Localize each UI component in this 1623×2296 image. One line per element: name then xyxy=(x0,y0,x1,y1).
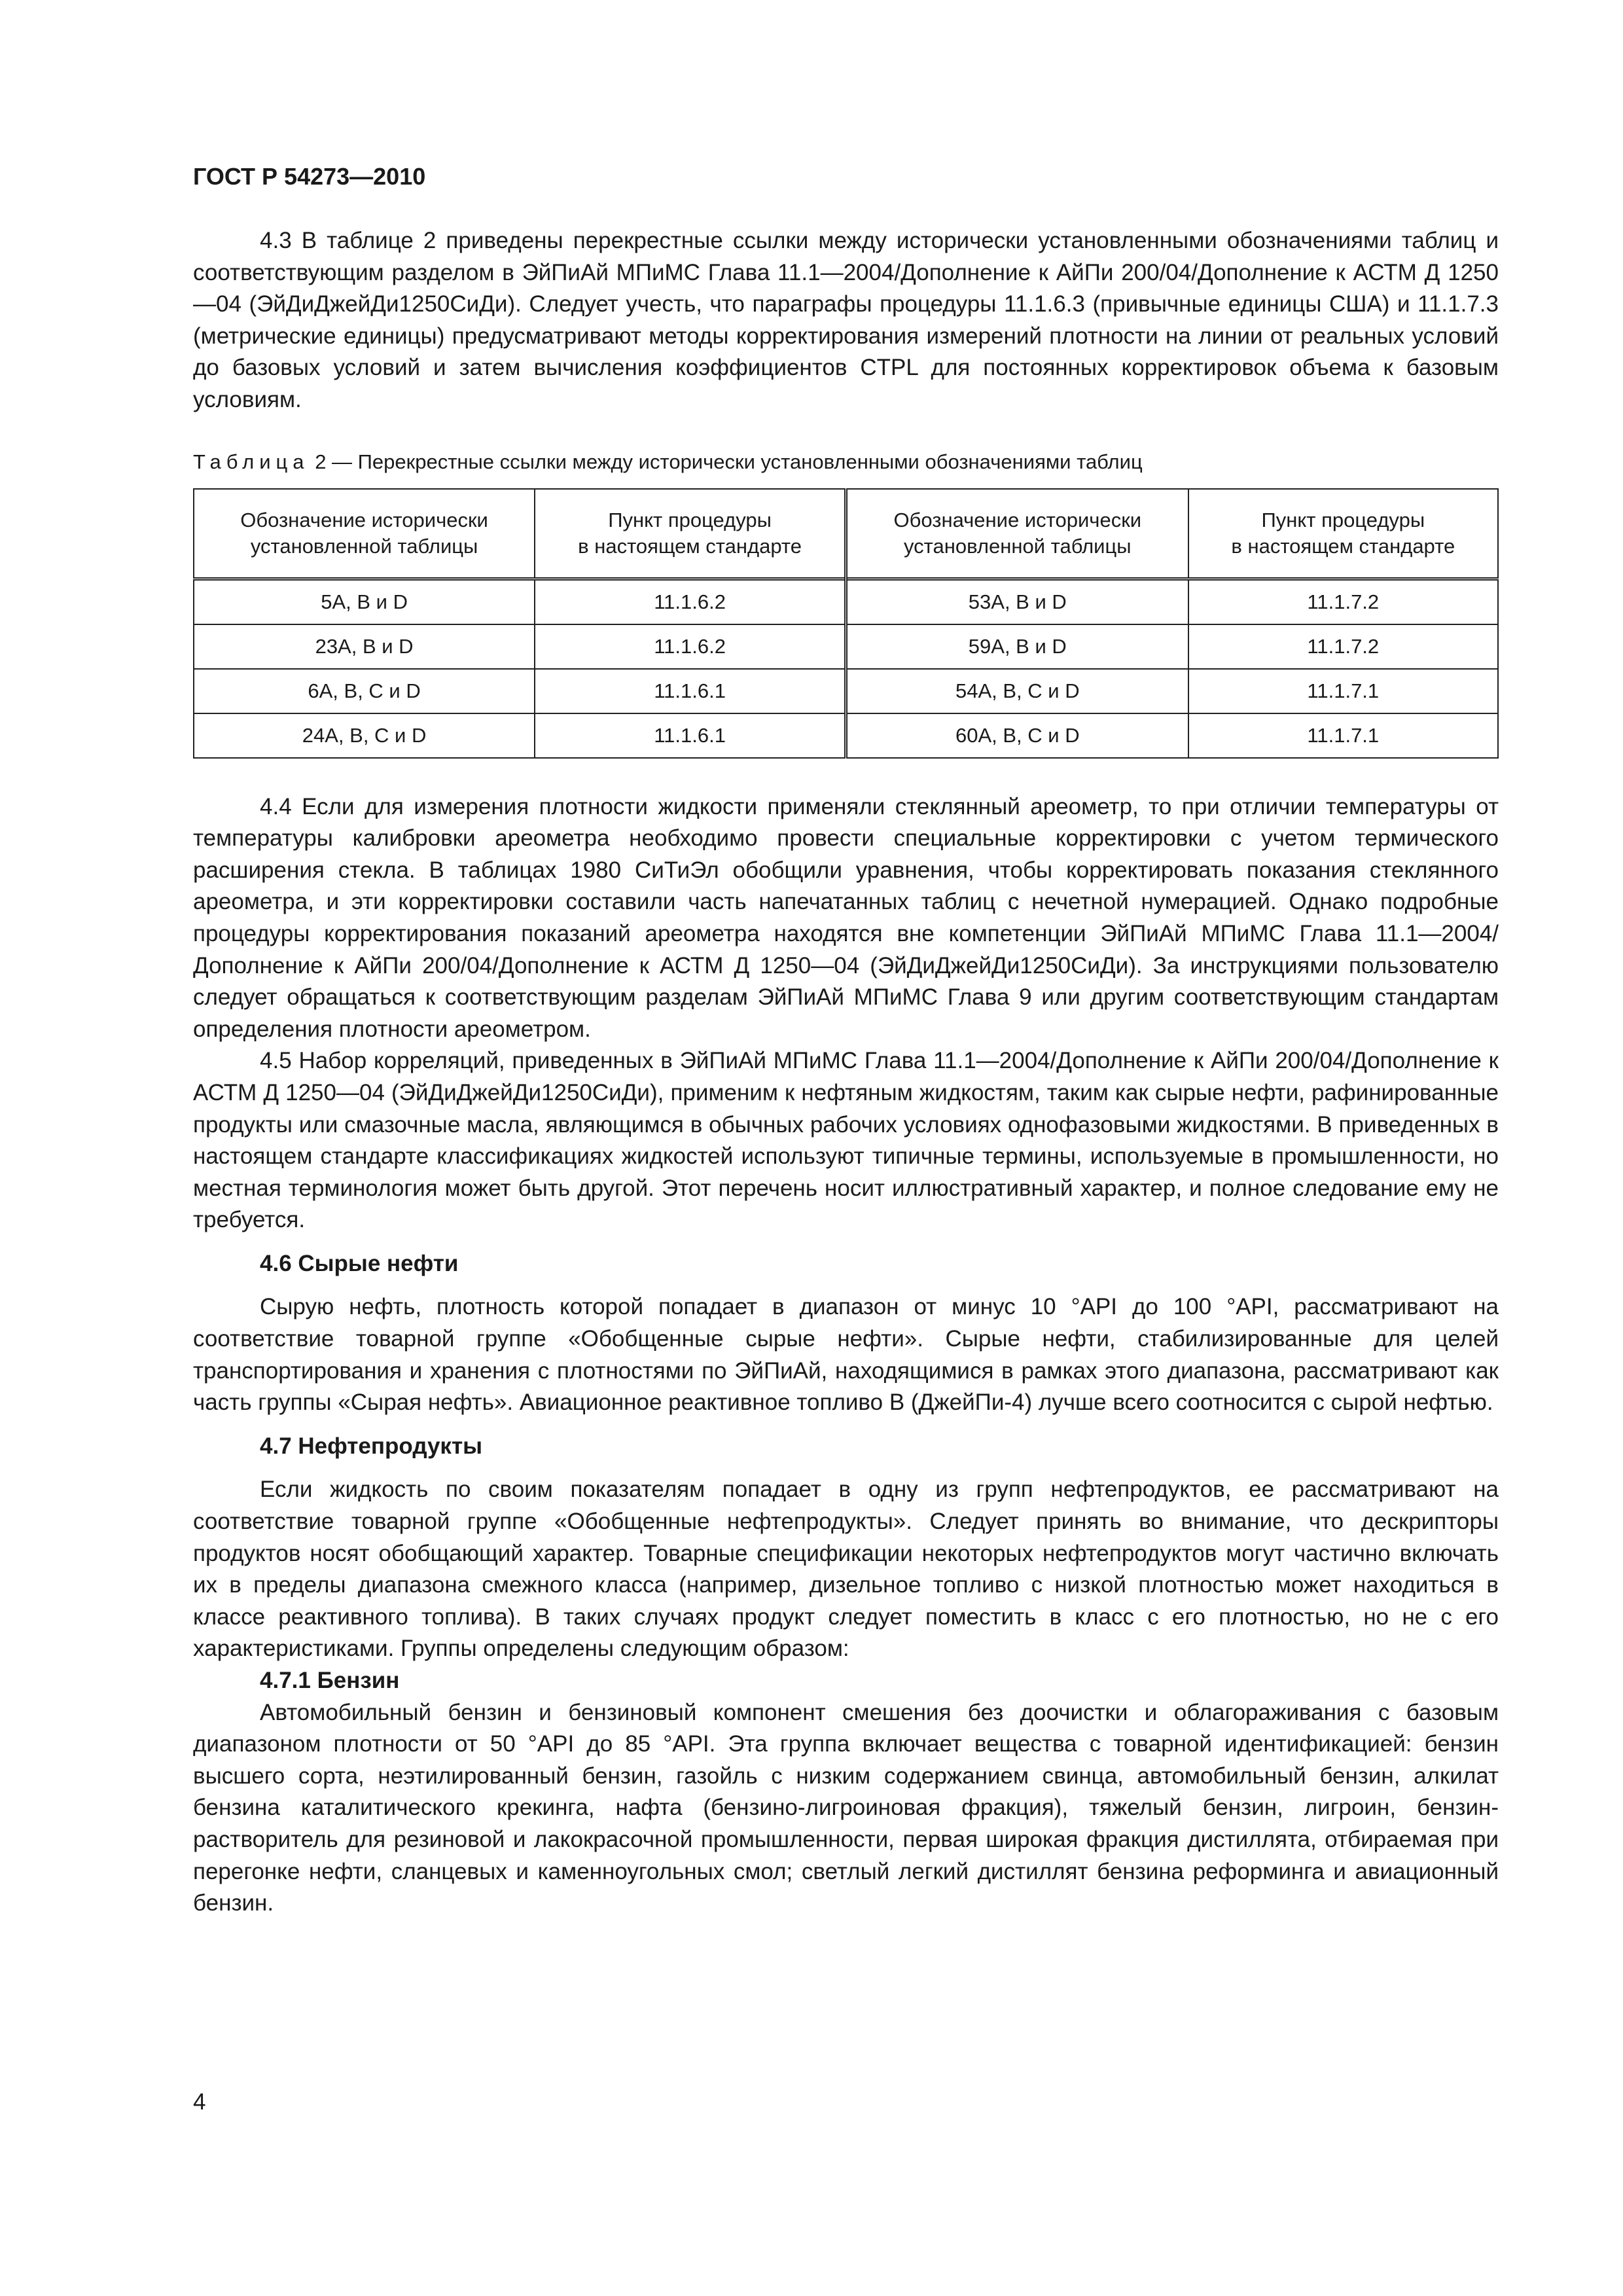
page-number: 4 xyxy=(193,2089,206,2115)
paragraph-4-7-1: Автомобильный бензин и бензиновый компонент смешения без доочистки и облагораживания с базовым диапазоном плотности от 50 °API до 85 °API. Эта группа включает вещества с товарной идентификацией: бензин высшего сорта, неэтилированный бензин, газойль с низким содержанием свинца, автомобильный бензин, алкилат бензина каталитического крекинга, нафта (бензино-лигроиновая фракция), тяжелый бензин, лигроин, бензин-растворитель для резиновой и лакокрасочной промышленности, первая широкая фракция дистиллята, отбираемая при перегонке нефти, сланцевых и каменноугольных смол; светлый легкий дистиллят бензина реформинга и авиационный бензин. xyxy=(193,1699,1499,1916)
paragraph-4-7: Если жидкость по своим показателям попадает в одну из групп нефтепродуктов, ее рассматривают на соответствие товарной группе «Обобщенные нефтепродукты». Следует принять во внимание, что дескрипторы продуктов носят обобщающий характер. Товарные спецификации некоторых нефтепродуктов могут частично включать их в пределы диапазона смежного класса (например, дизельное топливо с низкой плотностью может находиться в классе реактивного топлива). В таких случаях продукт следует поместить в класс с его плотностью, но не с его характеристиками. Группы определены следующим образом: xyxy=(193,1477,1499,1662)
table-header-cell: Пункт процедуры в настоящем стандарте xyxy=(1188,489,1498,579)
section-heading-4-7-1: 4.7.1 Бензин xyxy=(260,1668,400,1693)
table-cell: 5А, В и D xyxy=(194,579,535,624)
table-header-row xyxy=(194,489,1498,579)
table-header-cell: Обозначение исторически установленной таблицы xyxy=(846,489,1188,579)
section-heading-4-6: 4.6 Сырые нефти xyxy=(260,1250,459,1276)
table-row xyxy=(194,713,1498,758)
table-row xyxy=(194,669,1498,713)
table-caption-label: Таблица xyxy=(193,450,310,473)
table-cell: 11.1.7.1 xyxy=(1188,713,1498,758)
table-caption xyxy=(193,449,1499,475)
table-cell: 54А, В, С и D xyxy=(846,669,1188,713)
table-cell: 11.1.6.2 xyxy=(535,624,846,669)
table-cell: 23А, В и D xyxy=(194,624,535,669)
table-header-cell: Обозначение исторически установленной таблицы xyxy=(194,489,535,579)
paragraph-4-5: 4.5 Набор корреляций, приведенных в ЭйПиАй МПиМС Глава 11.1—2004/Дополнение к АйПи 200/04/Дополнение к АСТМ Д 1250—04 (ЭйДиДжейДи1250СиДи), применим к нефтяным жидкостям, таким как сырые нефти, рафинированные продукты или смазочные масла, являющимся в обычных рабочих условиях однофазовыми жидкостями. В приведенных в настоящем стандарте классификациях жидкостей используют типичные термины, используемые в промышленности, но местная терминология может быть другой. Этот перечень носит иллюстративный характер, и полное следование ему не требуется. xyxy=(193,1048,1499,1233)
paragraph-4-3: 4.3 В таблице 2 приведены перекрестные ссылки между исторически установленными обозначениями таблиц и соответствующим разделом в ЭйПиАй МПиМС Глава 11.1—2004/Дополнение к АйПи 200/04/Дополнение к АСТМ Д 1250—04 (ЭйДиДжейДи1250СиДи). Следует учесть, что параграфы процедуры 11.1.6.3 (привычные единицы США) и 11.1.7.3 (метрические единицы) предусматривают методы корректирования измерений плотности на линии от реальных условий до базовых условий и затем вычисления коэффициентов CTPL для постоянных корректировок объема к базовым условиям. xyxy=(193,228,1499,412)
cross-reference-table xyxy=(193,488,1499,759)
table-cell: 24А, В, С и D xyxy=(194,713,535,758)
table-cell: 53А, В и D xyxy=(846,579,1188,624)
table-cell: 11.1.7.2 xyxy=(1188,624,1498,669)
table-cell: 11.1.6.2 xyxy=(535,579,846,624)
table-cell: 11.1.7.1 xyxy=(1188,669,1498,713)
table-cell: 11.1.7.2 xyxy=(1188,579,1498,624)
table-caption-text: 2 — Перекрестные ссылки между исторически установленными обозначениями таблиц xyxy=(315,450,1143,473)
document-page xyxy=(193,162,1499,1920)
table-cell: 59А, В и D xyxy=(846,624,1188,669)
paragraph-4-6: Сырую нефть, плотность которой попадает в диапазон от минус 10 °API до 100 °API, рассматривают на соответствие товарной группе «Обобщенные сырые нефти». Сырые нефти, стабилизированные для целей транспортирования и хранения с плотностями по ЭйПиАй, находящимися в рамках этого диапазона, рассматривают как часть группы «Сырая нефть». Авиационное реактивное топливо В (ДжейПи-4) лучше всего соотносится с сырой нефтью. xyxy=(193,1294,1499,1416)
paragraph-4-4: 4.4 Если для измерения плотности жидкости применяли стеклянный ареометр, то при отличии температуры от температуры калибровки ареометра необходимо провести специальные корректировки с учетом термического расширения стекла. В таблицах 1980 СиТиЭл обобщили уравнения, чтобы корректировать показания стеклянного ареометра, и эти корректировки составили часть напечатанных таблиц с нечетной нумерацией. Однако подробные процедуры корректирования показаний ареометра находятся вне компетенции ЭйПиАй МПиМС Глава 11.1—2004/Дополнение к АйПи 200/04/Дополнение к АСТМ Д 1250—04 (ЭйДиДжейДи1250СиДи). За инструкциями пользователю следует обращаться к соответствующим разделам ЭйПиАй МПиМС Глава 9 или другим соответствующим стандартам определения плотности ареометром. xyxy=(193,793,1499,1042)
table-row xyxy=(194,624,1498,669)
table-cell: 6А, В, С и D xyxy=(194,669,535,713)
section-heading-4-7: 4.7 Нефтепродукты xyxy=(260,1433,482,1459)
document-header: ГОСТ Р 54273—2010 xyxy=(193,163,426,190)
table-cell: 11.1.6.1 xyxy=(535,669,846,713)
table-header-cell: Пункт процедуры в настоящем стандарте xyxy=(535,489,846,579)
table-cell: 60А, В, С и D xyxy=(846,713,1188,758)
table-row xyxy=(194,579,1498,624)
table-cell: 11.1.6.1 xyxy=(535,713,846,758)
